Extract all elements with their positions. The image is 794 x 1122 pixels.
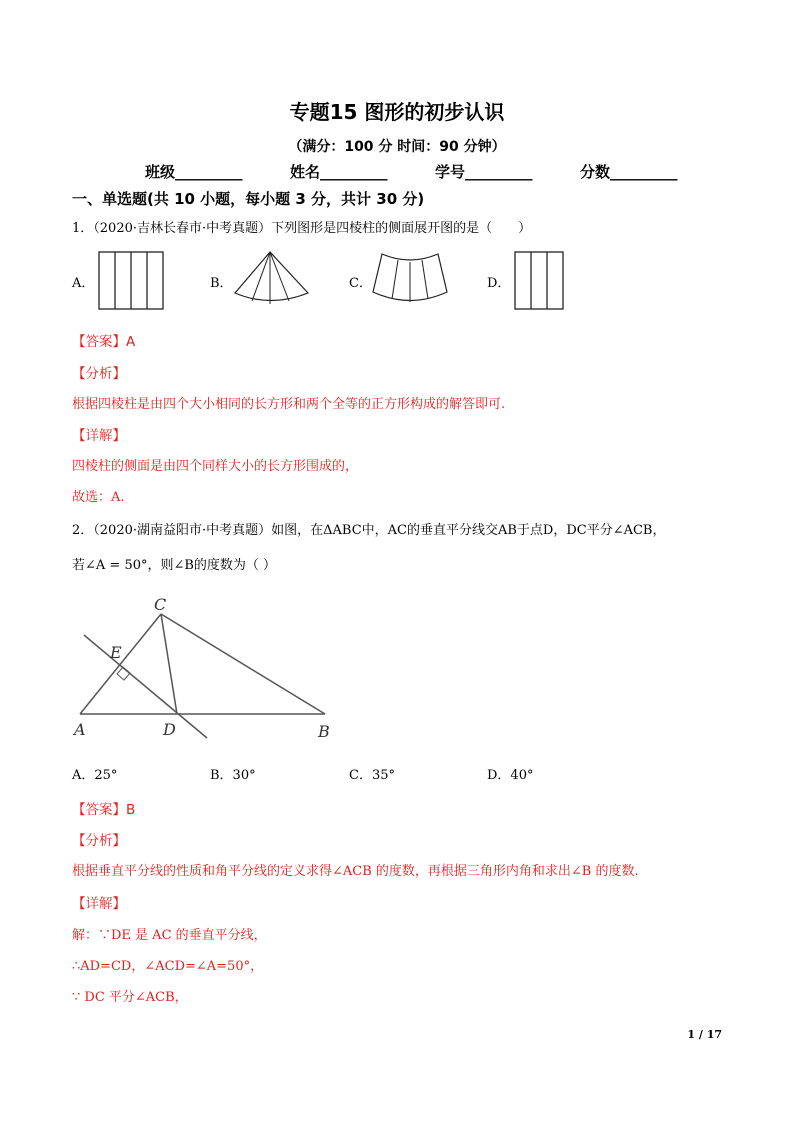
page-number: 1 / 17 (687, 1028, 722, 1041)
q1-answer: 【答案】A (72, 334, 136, 350)
section-heading: 一、单选题(共 10 小题，每小题 3 分，共计 30 分) (72, 190, 425, 208)
label-e: E (110, 643, 122, 662)
q1-analysis-label: 【分析】 (72, 366, 126, 382)
q1-analysis: 根据四棱柱是由四个大小相同的长方形和两个全等的正方形构成的解答即可. (72, 397, 506, 412)
student-id-field: 学号_________ (435, 163, 533, 181)
q1-detail-label: 【详解】 (72, 428, 126, 444)
q2-option-b: B．30° (210, 768, 256, 783)
q2-detail-line-1: 解：∵DE 是 AC 的垂直平分线， (72, 928, 267, 943)
q2-detail-line-2: ∴AD=CD，∠ACD=∠A=50°， (72, 959, 264, 974)
class-field: 班级_________ (145, 163, 243, 181)
q1-option-a-figure (98, 251, 164, 311)
q1-option-c-label: C． (349, 276, 372, 291)
q1-option-b-label: B． (210, 276, 233, 291)
q2-detail-line-3: ∵ DC 平分∠ACB， (72, 990, 188, 1005)
q2-option-a: A．25° (72, 768, 118, 783)
q2-stem-line-2: 若∠A = 50°，则∠B的度数为（ ） (72, 558, 277, 573)
q2-option-d: D．40° (487, 768, 534, 783)
q2-analysis-label: 【分析】 (72, 833, 126, 849)
q1-detail-line-1: 四棱柱的侧面是由四个同样大小的长方形围成的， (72, 459, 359, 474)
q2-answer: 【答案】B (72, 802, 136, 818)
q1-option-a-label: A． (72, 276, 95, 291)
score-field: 分数_________ (580, 163, 678, 181)
q1-detail-line-2: 故选：A. (72, 490, 125, 505)
exam-meta: （满分：100 分 时间：90 分钟） (288, 139, 506, 155)
q1-option-d-figure (514, 251, 564, 311)
label-b: B (318, 722, 330, 741)
q1-option-b-figure (232, 250, 312, 306)
q1-option-d-label: D． (487, 276, 511, 291)
q2-analysis: 根据垂直平分线的性质和角平分线的定义求得∠ACB 的度数，再根据三角形内角和求出∠B 的度数. (72, 864, 639, 879)
q2-option-c: C．35° (349, 768, 395, 783)
page-title: 专题15 图形的初步认识 (289, 100, 505, 124)
q2-triangle-figure (70, 592, 340, 742)
label-a: A (74, 720, 86, 739)
name-field: 姓名_________ (290, 163, 388, 181)
q1-option-c-figure (370, 251, 450, 305)
q2-stem-line-1: 2．（2020·湖南益阳市·中考真题）如图，在ΔABC中，AC的垂直平分线交AB于点D，DC平分∠ACB， (72, 523, 666, 538)
q1-stem: 1．（2020·吉林长春市·中考真题）下列图形是四棱柱的侧面展开图的是（ ） (72, 221, 532, 236)
label-c: C (154, 595, 167, 614)
label-d: D (163, 720, 176, 739)
q2-detail-label: 【详解】 (72, 896, 126, 912)
